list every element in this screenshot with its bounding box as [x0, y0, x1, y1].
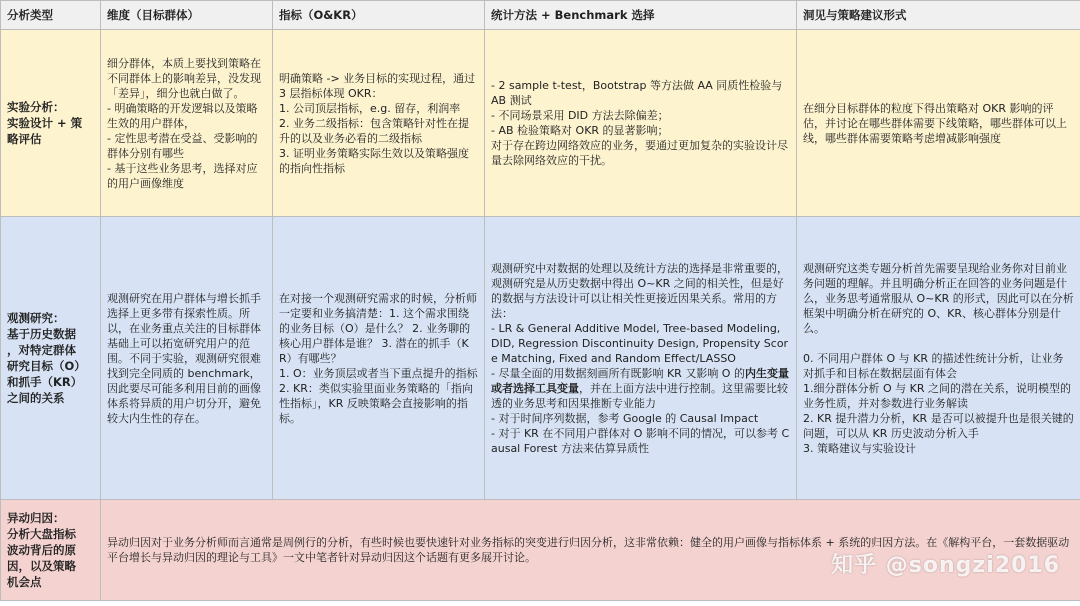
insight-cell: 观测研究这类专题分析首先需要呈现给业务你对目前业务问题的理解。并且明确分析正在回答的业务问题是什么，业务思考通常服从 O~KR 的形式，因此可以在分析框架中明确分析在研究的 O、KR、核心群体分别是什么。 0. 不同用户群体 O 与 KR 的描述性统计分析，让业务对抓手和目标在数据层面有体会 1.细分群体分析 O 与 KR 之间的潜在关系，说明模型的业务性质，并对参数进行业务解读 2. KR 提升潜力分析，KR 是否可以被提升也是很关键的问题，可以从 KR 历史波动分析入手 3. 策略建议与实验设计	[797, 217, 1080, 500]
type-cell: 观测研究： 基于历史数据 ，对特定群体 研究目标（O） 和抓手（KR） 之间的关系	[1, 217, 101, 500]
type-cell: 异动归因： 分析大盘指标 波动背后的原 因，以及策略 机会点	[1, 500, 101, 601]
watermark: 知乎 @songzi2016	[831, 553, 1060, 578]
metric-cell: 明确策略 -> 业务目标的实现过程，通过 3 层指标体现 OKR： 1. 公司顶层指标，e.g. 留存，利润率 2. 业务二级指标：包含策略针对性在提升的以及业务必看的二级指标 3. 证明业务策略实际生效以及策略强度的指向性指标	[273, 30, 485, 217]
type-cell: 实验分析： 实验设计 + 策 略评估	[1, 30, 101, 217]
header-type: 分析类型	[1, 1, 101, 30]
row-observational	[1, 217, 1080, 500]
row-experiment	[1, 30, 1080, 217]
method-cell: 观测研究中对数据的处理以及统计方法的选择是非常重要的，观测研究是从历史数据中得出 O~KR 之间的相关性，但是好的数据与方法设计可以让相关性更接近因果关系。常用的方法： - LR & General Additive Model, Tree-based Modeling, DID, Regression Discontinuity Design, Propensity Score Matching, Fixed and Random Effect/LASSO - 尽量全面的用数据刻画所有既影响 KR 又影响 O 的内生变量或者选择工具变量，并在上面方法中进行控制。这里需要比较透的业务思考和因果推断专业能力 - 对于时间序列数据，参考 Google 的 Causal Impact - 对于 KR 在不同用户群体对 O 影响不同的情况，可以参考 Causal Forest 方法来估算异质性	[485, 217, 797, 500]
method-cell: - 2 sample t-test，Bootstrap 等方法做 AA 同质性检验与 AB 测试 - 不同场景采用 DID 方法去除偏差； - AB 检验策略对 OKR 的显著影响； 对于存在跨边网络效应的业务，要通过更加复杂的实验设计尽量去除网络效应的干扰。	[485, 30, 797, 217]
header-method: 统计方法 + Benchmark 选择	[485, 1, 797, 30]
metric-cell: 在对接一个观测研究需求的时候，分析师一定要和业务搞清楚：1. 这个需求围绕的业务目标（O）是什么？ 2. 业务聊的核心用户群体是谁？ 3. 潜在的抓手（KR）有哪些？ 1. O：业务顶层或者当下重点提升的指标 2. KR：类似实验里面业务策略的「指向性指标」，KR 反映策略会直接影响的指标。	[273, 217, 485, 500]
insight-cell: 在细分目标群体的粒度下得出策略对 OKR 影响的评估，并讨论在哪些群体需要下线策略，哪些群体可以上线，哪些群体需要策略考虑增减影响强度	[797, 30, 1080, 217]
header-metric: 指标（O&KR）	[273, 1, 485, 30]
anomaly-description-cell: 异动归因对于业务分析师而言通常是周例行的分析，有些时候也要快速针对业务指标的突变进行归因分析，这非常依赖：健全的用户画像与指标体系 + 系统的归因方法。在《解构平台，一套数据驱动平台增长与异动归因的理论与工具》一文中笔者针对异动归因这个话题有更多展开讨论。	[101, 500, 1080, 601]
header-row	[1, 1, 1080, 30]
header-insight: 洞见与策略建议形式	[797, 1, 1080, 30]
dimension-cell: 细分群体，本质上要找到策略在不同群体上的影响差异，没发现「差异」，细分也就白做了。 - 明确策略的开发逻辑以及策略生效的用户群体， - 定性思考潜在受益、受影响的群体分别有哪些 - 基于这些业务思考，选择对应的用户画像维度	[101, 30, 273, 217]
dimension-cell: 观测研究在用户群体与增长抓手选择上更多带有探索性质。所以，在业务重点关注的目标群体基础上可以拓宽研究用户的范围。不同于实验，观测研究很难找到完全同质的 benchmark，因此要尽可能多利用目前的画像体系将异质的用户切分开，避免较大内生性的存在。	[101, 217, 273, 500]
bold-emphasis: 内生变量或者选择工具变量	[491, 366, 789, 395]
header-dimension: 维度（目标群体）	[101, 1, 273, 30]
